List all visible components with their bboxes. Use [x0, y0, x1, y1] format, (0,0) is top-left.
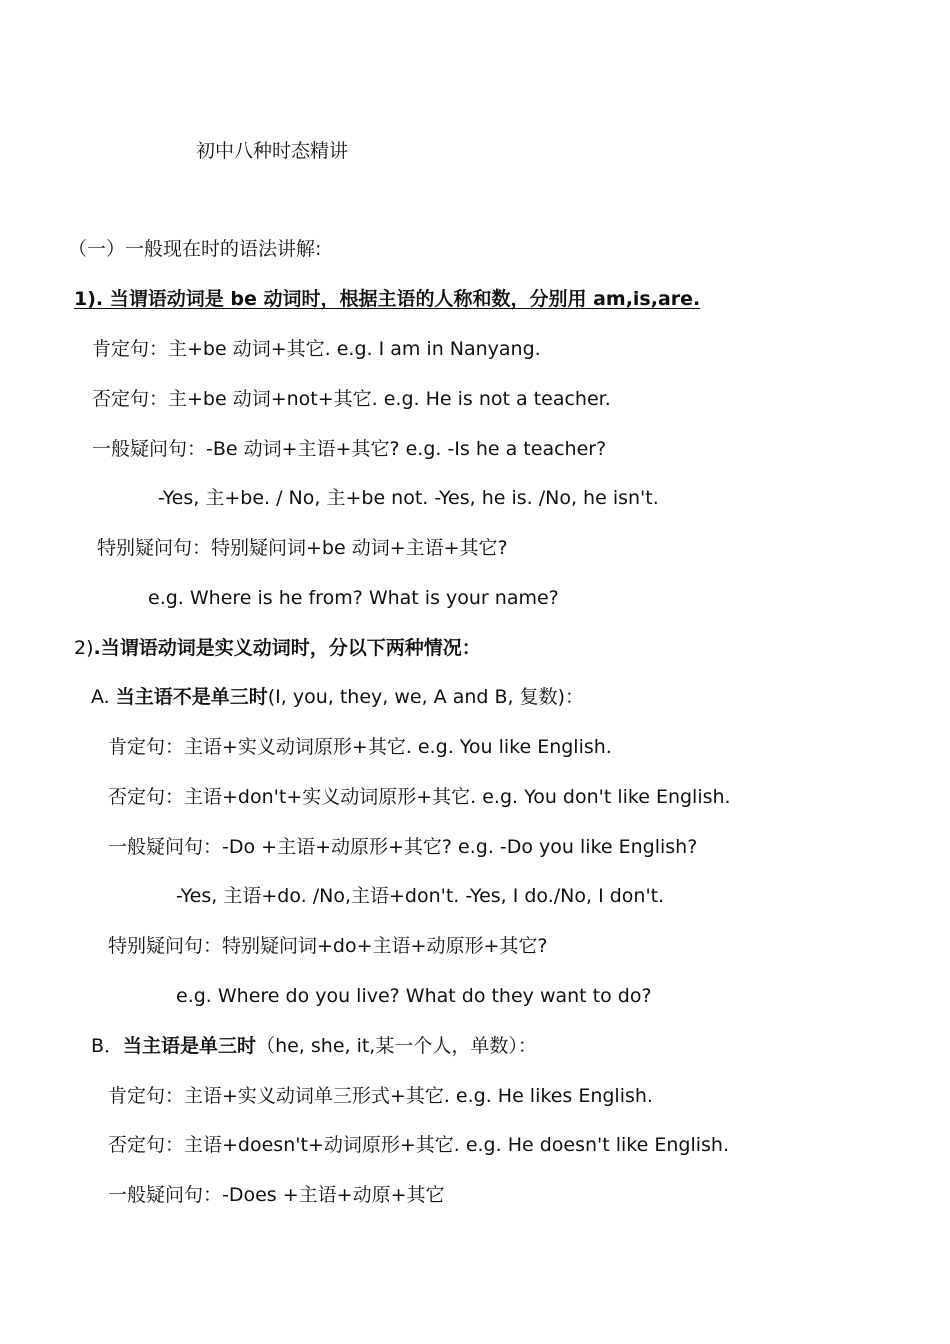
rule1-negative: 否定句：主+be 动词+not+其它. e.g. He is not a teacher. [92, 388, 611, 410]
case-a-rest: (I, you, they, we, A and B, 复数)： [267, 686, 585, 708]
case-a-wh-question: 特别疑问句：特别疑问词+do+主语+动原形+其它? [108, 935, 548, 957]
case-b-heading [91, 1033, 537, 1059]
case-a-heading [91, 684, 584, 710]
case-a-prefix: A. [91, 686, 116, 708]
rule1-affirmative: 肯定句：主+be 动词+其它. e.g. I am in Nanyang. [92, 338, 541, 360]
case-b-bold: 当主语是单三时 [123, 1035, 257, 1057]
case-a-negative: 否定句：主语+don't+实义动词原形+其它. e.g. You don't like English. [108, 786, 731, 808]
case-b-prefix: B． [91, 1035, 124, 1057]
rule1-yes-no-question: 一般疑问句：-Be 动词+主语+其它? e.g. -Is he a teacher? [92, 438, 607, 460]
case-a-wh-example: e.g. Where do you live? What do they want to do? [176, 985, 652, 1007]
rule2-heading-prefix: 2) [74, 637, 94, 659]
rule1-short-answers: -Yes, 主+be. / No, 主+be not. -Yes, he is. /No, he isn't. [158, 487, 659, 509]
case-b-negative: 否定句：主语+doesn't+动词原形+其它. e.g. He doesn't like English. [108, 1134, 729, 1156]
case-a-short-answers: -Yes, 主语+do. /No,主语+don't. -Yes, I do./No, I don't. [176, 885, 665, 907]
section-heading: （一）一般现在时的语法讲解: [68, 238, 322, 260]
case-a-yes-no-question: 一般疑问句：-Do +主语+动原形+其它? e.g. -Do you like English? [108, 836, 698, 858]
rule1-wh-example: e.g. Where is he from? What is your name? [148, 587, 559, 609]
rule1-heading [74, 286, 700, 312]
rule2-heading [74, 635, 481, 661]
case-a-bold: 当主语不是单三时 [115, 686, 268, 708]
rule1-wh-question: 特别疑问句：特别疑问词+be 动词+主语+其它? [97, 537, 508, 559]
case-b-affirmative: 肯定句：主语+实义动词单三形式+其它. e.g. He likes English. [108, 1085, 653, 1107]
rule1-heading-text: 1). 当谓语动词是 be 动词时，根据主语的人称和数，分别用 am,is,are. [74, 288, 701, 310]
document-title: 初中八种时态精讲 [196, 140, 349, 162]
case-b-yes-no-question: 一般疑问句：-Does +主语+动原+其它 [108, 1184, 445, 1206]
case-b-rest: （he, she, it,某一个人，单数）： [256, 1035, 537, 1057]
case-a-affirmative: 肯定句：主语+实义动词原形+其它. e.g. You like English. [108, 736, 612, 758]
rule2-heading-text: .当谓语动词是实义动词时，分以下两种情况： [93, 637, 481, 659]
